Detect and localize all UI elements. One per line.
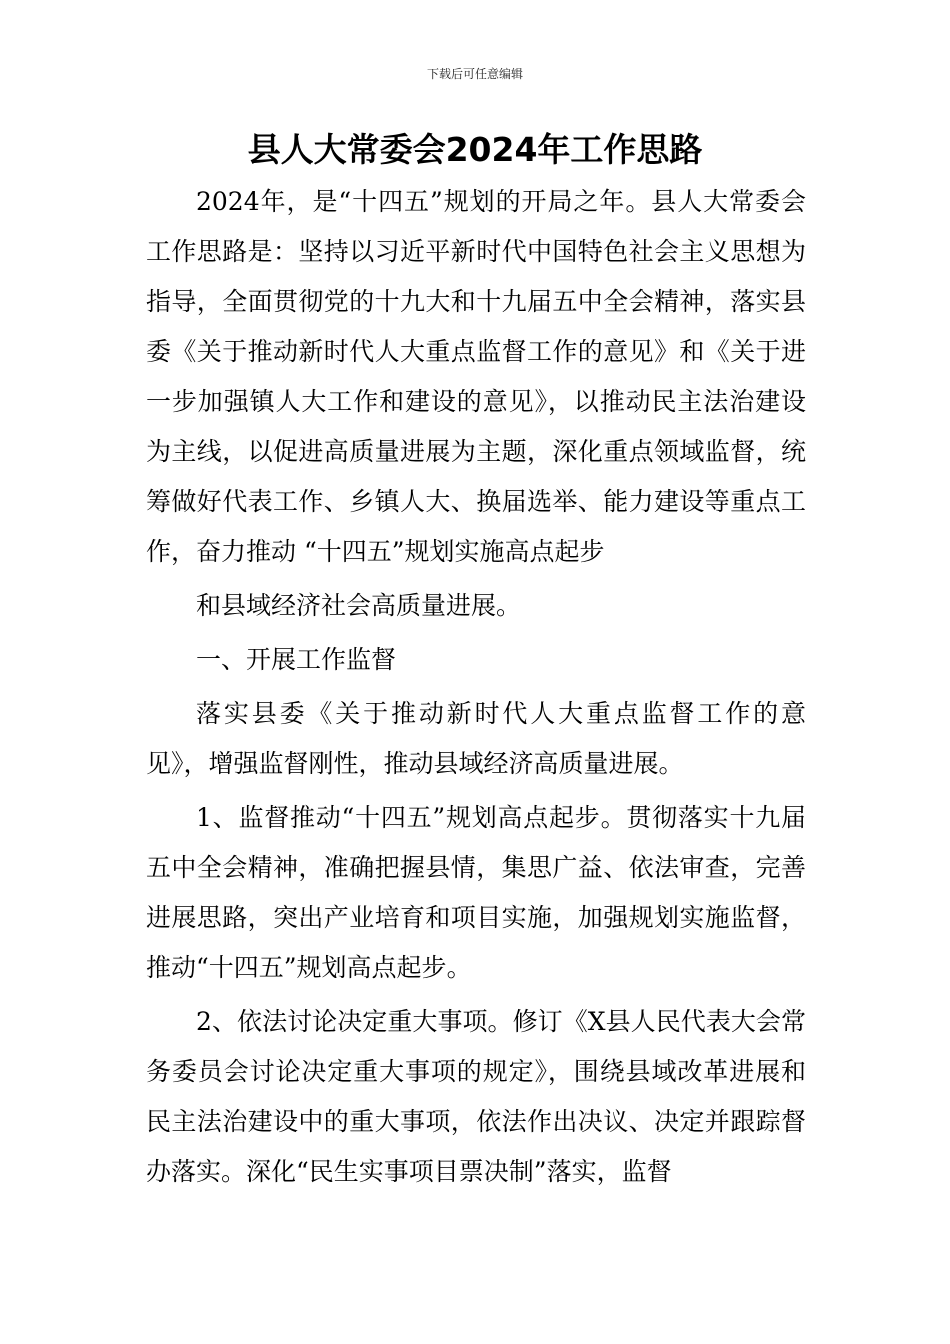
document-title: 县人大常委会2024年工作思路 bbox=[247, 130, 703, 169]
section-heading-1: 一、开展工作监督 bbox=[196, 645, 397, 674]
paragraph-intro: 2024年，是“十四五”规划的开局之年。县人大常委会工作思路是：坚持以习近平新时代中国特色社会主义思想为指导，全面贯彻党的十九大和十九届五中全会精神，落实县委《关于推动新时代人大重点监督工作的意见》和《关于进一步加强镇人大工作和建设的意见》，以推动民主法治建设为主线，以促进高质量进展为主题，深化重点领域监督，统筹做好代表工作、乡镇人大、换届选举、能力建设等重点工作，奋力推动 “十四五”规划实施高点起步 bbox=[146, 187, 806, 566]
paragraph-intro-continued: 和县域经济社会高质量进展。 bbox=[196, 591, 522, 620]
paragraph-item-2: 2、依法讨论决定重大事项。修订《X县人民代表大会常务委员会讨论决定重大事项的规定》，围绕县域改革进展和民主法治建设中的重大事项，依法作出决议、决定并跟踪督办落实。深化“民生实事项目票决制”落实，监督 bbox=[146, 1007, 806, 1186]
paragraph-section-1-intro: 落实县委《关于推动新时代人大重点监督工作的意见》，增强监督刚性，推动县域经济高质量进展。 bbox=[146, 699, 806, 778]
document-body bbox=[146, 177, 806, 1197]
header-note: 下载后可任意编辑 bbox=[426, 67, 523, 81]
paragraph-item-1: 1、监督推动“十四五”规划高点起步。贯彻落实十九届五中全会精神，准确把握县情，集思广益、依法审查，完善进展思路，突出产业培育和项目实施，加强规划实施监督，推动“十四五”规划高点起步。 bbox=[146, 803, 806, 982]
